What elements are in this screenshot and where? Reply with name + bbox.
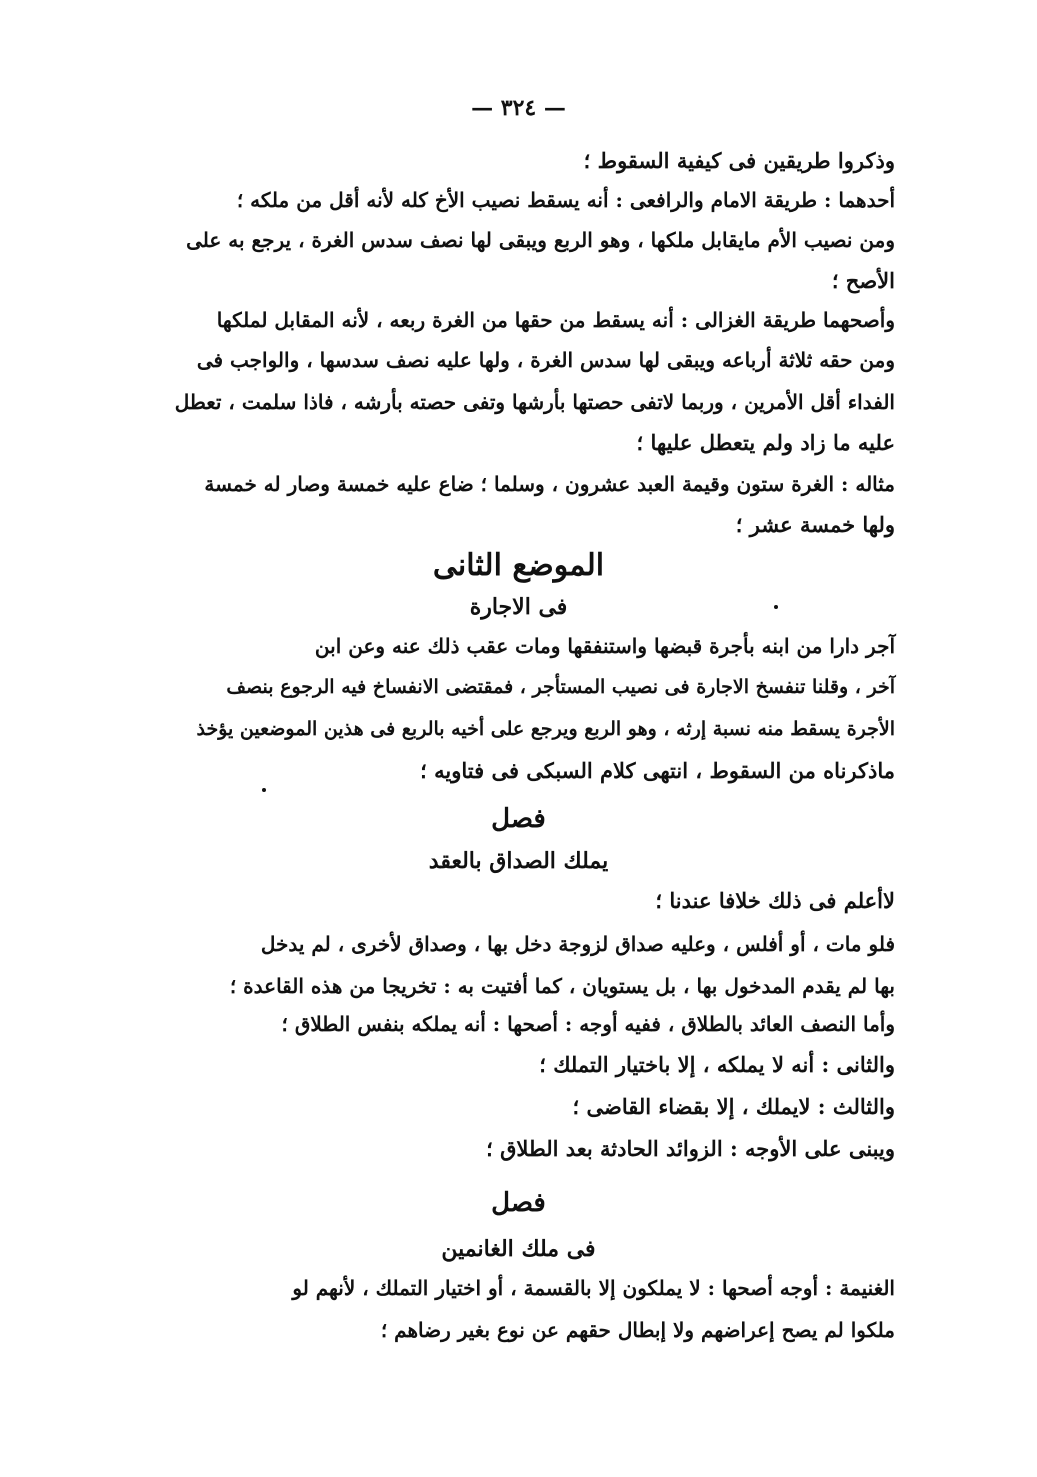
text-line: ملكوا لم يصح إعراضهم ولا إبطال حقهم عن نوع بغير رضاهم ؛ — [380, 1318, 895, 1342]
text-line: وأما النصف العائد بالطلاق ، ففيه أوجه : أصحها : أنه يملكه بنفس الطلاق ؛ — [281, 1012, 895, 1036]
section-heading: فصل — [491, 1188, 546, 1218]
text-line: وأصحهما طريقة الغزالى : أنه يسقط من حقها من الغرة ربعه ، لأنه المقابل لملكها — [216, 308, 895, 332]
text-line: والثانى : أنه لا يملكه ، إلا باختيار التملك ؛ — [539, 1052, 895, 1077]
section-1 — [174, 140, 895, 537]
ink-speck — [774, 605, 778, 609]
section-3 — [175, 880, 895, 1180]
section-2 — [175, 630, 895, 790]
text-line: ومن نصيب الأم مايقابل ملكها ، وهو الربع ويبقى لها نصف سدس الغرة ، يرجع به على — [186, 228, 895, 252]
text-line: ومن حقه ثلاثة أرباعه ويبقى لها سدس الغرة ، ولها عليه نصف سدسها ، والواجب فى — [196, 348, 895, 372]
section-4 — [175, 1268, 895, 1358]
text-line: لاأعلم فى ذلك خلافا عندنا ؛ — [655, 888, 895, 913]
text-line: عليه ما زاد ولم يتعطل عليها ؛ — [636, 430, 895, 455]
section-subheading: فى ملك الغانمين — [441, 1236, 596, 1262]
text-line: الأصح ؛ — [831, 268, 895, 293]
text-line: ويبنى على الأوجه : الزوائد الحادثة بعد الطلاق ؛ — [486, 1136, 895, 1161]
text-line: فلو مات ، أو أفلس ، وعليه صداق لزوجة دخل بها ، وصداق لأخرى ، لم يدخل — [260, 932, 895, 956]
section-heading: فصل — [491, 804, 546, 834]
text-line: الغنيمة : أوجه أصحها : لا يملكون إلا بالقسمة ، أو اختيار التملك ، لأنهم لو — [292, 1276, 895, 1300]
text-line: الأجرة يسقط منه نسبة إرثه ، وهو الربع ويرجع على أخيه بالربع فى هذين الموضعين يؤخذ — [196, 718, 895, 740]
text-line: وذكروا طريقين فى كيفية السقوط ؛ — [583, 148, 895, 173]
text-line: مثاله : الغرة ستون وقيمة العبد عشرون ، وسلما ؛ ضاع عليه خمسة وصار له خمسة — [204, 472, 895, 496]
section-subheading: يملك الصداق بالعقد — [428, 848, 609, 874]
section-heading: الموضع الثانى — [432, 548, 605, 583]
text-line: أحدهما : طريقة الامام والرافعى : أنه يسقط نصيب الأخ كله لأنه أقل من ملكه ؛ — [236, 188, 895, 212]
page-number: — ٣٢٤ — — [471, 95, 566, 121]
text-line: والثالث : لايملك ، إلا بقضاء القاضى ؛ — [572, 1094, 895, 1119]
text-line: الفداء أقل الأمرين ، وربما لاتفى حصتها بأرشها وتفى حصته بأرشه ، فاذا سلمت ، تعطل — [174, 390, 895, 414]
text-line: ماذكرناه من السقوط ، انتهى كلام السبكى فى فتاويه ؛ — [420, 758, 895, 783]
text-line: ولها خمسة عشر ؛ — [735, 512, 895, 537]
text-line: آجر دارا من ابنه بأجرة قبضها واستنفقها ومات عقب ذلك عنه وعن ابن — [314, 634, 895, 658]
text-line: بها لم يقدم المدخول بها ، بل يستويان ، كما أفتيت به : تخريجا من هذه القاعدة ؛ — [229, 974, 895, 998]
text-line: آخر ، وقلنا تنفسخ الاجارة فى نصيب المستأجر ، فمقتضى الانفساخ فيه الرجوع بنصف — [226, 676, 895, 698]
section-subheading: فى الاجارة — [469, 594, 568, 620]
ink-speck — [262, 788, 266, 792]
